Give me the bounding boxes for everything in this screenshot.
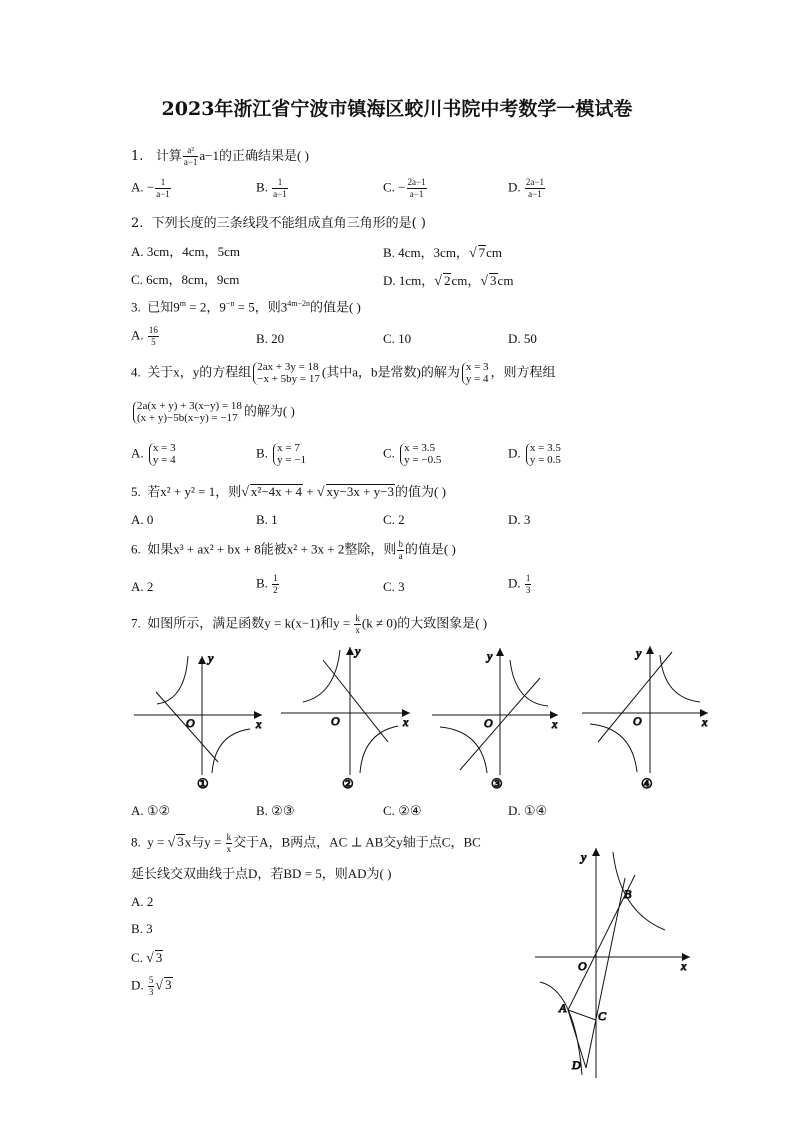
q4-option-c: C. x = 3.5 y = −0.5: [383, 442, 442, 466]
q2-option-d: D. 1cm，√ 2cm，√ 3cm: [383, 273, 514, 289]
q5-option-d: D. 3: [508, 512, 531, 527]
graph-2: [281, 644, 410, 791]
q2-option-a: A. 3cm，4cm，5cm: [131, 244, 241, 259]
q3-option-b: B. 20: [256, 331, 285, 346]
graph-2-x-label: x: [403, 715, 409, 729]
q4-system-2: 2a(x + y) + 3(x−y) = 18 (x + y)−5b(x−y) = −17: [133, 401, 242, 424]
exam-title: 2023年浙江省宁波市镇海区蛟川书院中考数学一模试卷: [161, 98, 633, 120]
q8-option-d: D. $\frac{5}{3}$ √ 3: [131, 975, 172, 997]
q5-option-b: B. 1: [256, 512, 278, 527]
graph-2-label: ②: [342, 776, 354, 791]
q4-option-d: D. x = 3.5 y = 0.5: [508, 442, 561, 466]
graph-4-hyperbola-q1: [660, 655, 700, 702]
q7-option-d: D. ①④: [508, 803, 548, 818]
graph-4-x-label: x: [702, 715, 708, 729]
q6-option-c: C. 3: [383, 579, 405, 594]
q1-number: 1.: [131, 149, 144, 164]
q6-option-d: D. $\frac{1}{3}$: [508, 573, 531, 595]
graph-1-label: ①: [197, 776, 209, 791]
question-6: 6. 如果x³ + ax² + bx + 8能被x² + 3x + 2整除，则 $\frac{b}{a}$ 的值是( ): [131, 539, 456, 561]
graph-1-origin: O: [186, 716, 195, 730]
q1-option-c: C. − $\frac{2a-1}{a-1}$: [383, 177, 426, 199]
question-4: 4. 关于x，y的方程组 2ax + 3y = 18 −x + 5by = 17 (其中a，b是常数)的解为 x = 3 y = 4 ，则方程组: [131, 361, 556, 385]
q1-option-b: B. $\frac{1}{a-1}$: [256, 177, 287, 199]
q8-line-bd: [586, 878, 625, 1068]
q1-option-d: D. $\frac{2a-1}{a-1}$: [508, 177, 544, 199]
q2-number: 2.: [131, 216, 144, 231]
q6-option-b: B. $\frac{1}{2}$: [256, 573, 278, 595]
q1-pre: 计算: [155, 149, 182, 164]
question-5: 5. 若x² + y² = 1，则√ x²−4x + 4 + √ xy−3x + y−3的值为( ): [131, 484, 446, 500]
q4-option-b: B. x = 7 y = −1: [256, 442, 307, 466]
q8-label-y: y: [581, 850, 587, 864]
q7-option-b: B. ②③: [256, 803, 295, 818]
graph-1-y-label: y: [208, 651, 214, 665]
q7-option-c: C. ②④: [383, 803, 422, 818]
graph-3-y-label: y: [487, 649, 493, 663]
question-7: 7. 如图所示，满足函数y = k(x−1)和y = $\frac{k}{x}$ (k ≠ 0)的大致图象是( ): [131, 613, 488, 635]
graph-1-x-label: x: [256, 717, 262, 731]
q2-text: 下列长度的三条线段不能组成直角三角形的是( ): [151, 216, 426, 231]
q3-option-c: C. 10: [383, 331, 412, 346]
q8-line-2: 延长线交双曲线于点D，若BD = 5，则AD为( ): [131, 866, 392, 881]
graph-4-line: [598, 652, 672, 742]
q1-fraction: $\frac{\text{a²}}{a-1}$: [183, 145, 198, 167]
graph-1-hyperbola-q4: [212, 729, 250, 773]
graph-1: [134, 651, 262, 791]
graph-2-line: [323, 660, 388, 742]
q8-option-c: C. √ 3: [131, 950, 163, 966]
q8-figure: [535, 848, 690, 1078]
graph-3-origin: O: [484, 716, 493, 730]
q5-option-c: C. 2: [383, 512, 405, 527]
graph-3-x-label: x: [552, 717, 558, 731]
q4-line-2: 2a(x + y) + 3(x−y) = 18 (x + y)−5b(x−y) = −17 的解为( ): [131, 401, 295, 424]
graph-3: [432, 648, 558, 791]
q2-option-b: B. 4cm，3cm，√ 7cm: [383, 245, 503, 261]
graph-2-hyperbola-q2: [303, 650, 340, 702]
q8-hyperbola-q1: [613, 852, 665, 930]
q4-solution: x = 3 y = 4: [462, 362, 489, 385]
q8-label-o: O: [578, 959, 587, 973]
q8-label-x: x: [681, 959, 687, 973]
q1-post: a−1的正确结果是( ): [199, 148, 309, 163]
q8-line-ac: [568, 1010, 596, 1020]
graph-4-label: ④: [641, 776, 653, 791]
q8-label-b: B: [624, 887, 632, 901]
q6-option-a: A. 2: [131, 579, 154, 594]
q5-option-a: A. 0: [131, 512, 154, 527]
q7-option-a: A. ①②: [131, 803, 171, 818]
q1-option-a: A. − $\frac{1}{a-1}$: [131, 177, 170, 199]
graph-2-hyperbola-q4: [360, 726, 398, 773]
graph-2-origin: O: [331, 714, 340, 728]
q8-option-a: A. 2: [131, 894, 154, 909]
graph-2-y-label: y: [355, 644, 361, 658]
q8-label-a: A: [559, 1001, 567, 1015]
q3-option-a: A. $\frac{16}{5}$: [131, 325, 158, 347]
q3-option-d: D. 50: [508, 331, 537, 346]
graph-3-hyperbola-q1: [510, 660, 548, 706]
graph-4-origin: O: [633, 714, 642, 728]
question-8: 8. y = √ 3x与y = $\frac{k}{x}$ 交于A，B两点，AC ⊥ AB交y轴于点C，BC: [131, 832, 481, 854]
q2-option-c: C. 6cm，8cm，9cm: [131, 272, 240, 287]
q8-label-d: D: [572, 1058, 581, 1072]
q8-option-b: B. 3: [131, 921, 153, 936]
graph-4-y-label: y: [636, 646, 642, 660]
q8-label-c: C: [598, 1009, 607, 1023]
graph-4-hyperbola-q3: [590, 724, 637, 772]
q4-option-a: A. x = 3 y = 4: [131, 442, 176, 466]
q4-system-1: 2ax + 3y = 18 −x + 5by = 17: [253, 362, 320, 385]
graph-1-hyperbola-q2: [157, 656, 188, 704]
question-3: 3. 已知$9^m = 2$，$9^{-n} = 5$，则$3^{4m-2n}$的值是( ): [131, 299, 361, 315]
graph-4: [582, 646, 708, 791]
graph-3-label: ③: [491, 776, 503, 791]
